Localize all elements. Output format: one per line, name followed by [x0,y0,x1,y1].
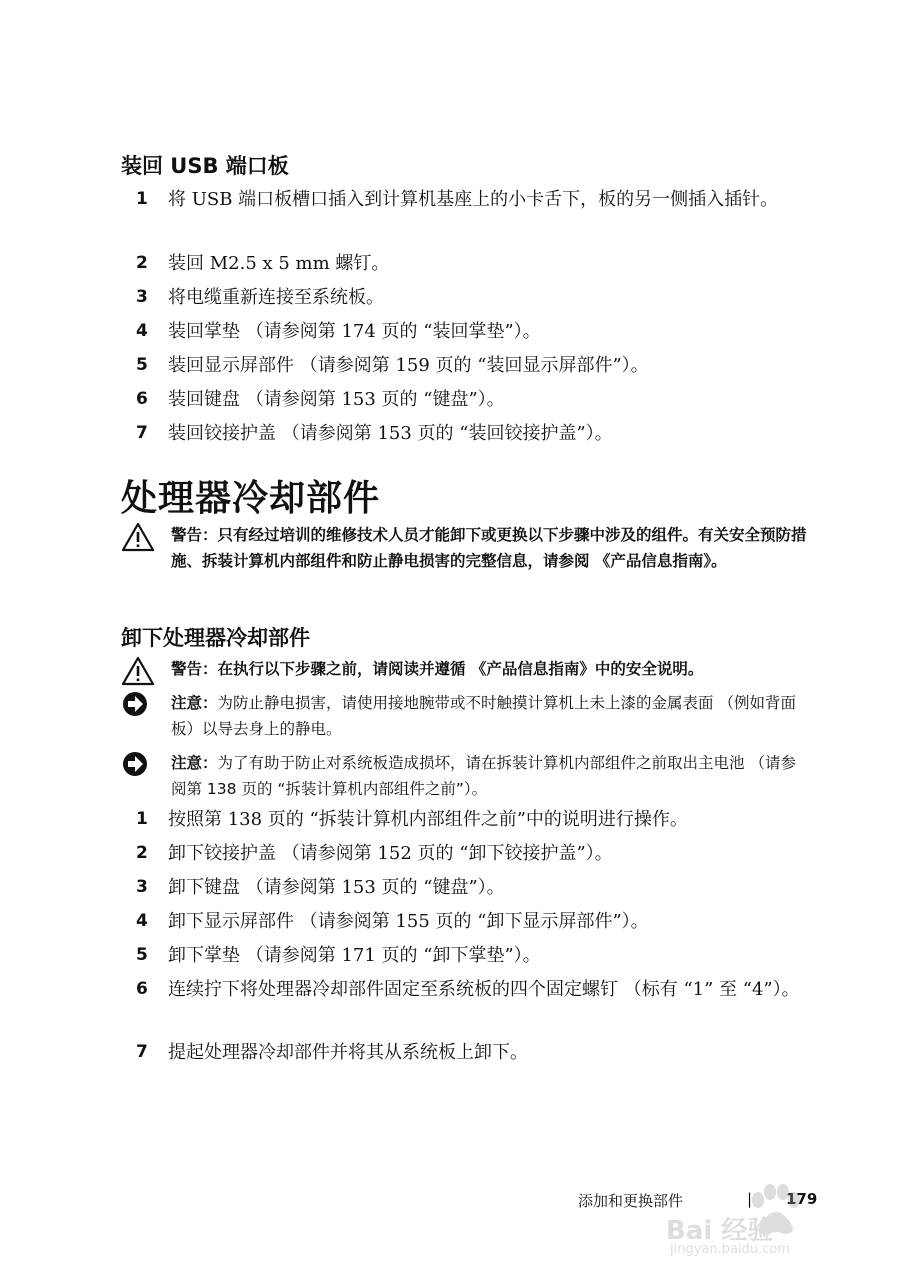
step-number: 7 [136,423,148,443]
step-text: 装回掌垫 （请参阅第 174 页的 “装回掌垫”）。 [168,321,541,342]
footer-section-title: 添加和更换部件 [578,1192,684,1210]
step-number: 6 [136,389,148,409]
notice-label: 注意： [171,754,218,772]
notice-text: 为防止静电损害，请使用接地腕带或不时触摸计算机上未上漆的金属表面 （例如背面板）以导去身上的静电。 [171,694,796,738]
step-text: 装回铰接护盖 （请参阅第 153 页的 “装回铰接护盖”）。 [168,423,613,444]
step-number: 3 [136,877,148,897]
step-number: 1 [136,189,148,209]
section-title-replace-usb-board: 装回 USB 端口板 [121,154,289,178]
step-text: 卸下掌垫 （请参阅第 171 页的 “卸下掌垫”）。 [168,945,541,966]
step-text: 提起处理器冷却部件并将其从系统板上卸下。 [168,1042,528,1063]
step-number: 3 [136,287,148,307]
notice-text: 为了有助于防止对系统板造成损坏，请在拆装计算机内部组件之前取出主电池 （请参阅第 138 页的 “拆装计算机内部组件之前”）。 [171,754,796,798]
step-text: 装回键盘 （请参阅第 153 页的 “键盘”）。 [168,389,505,410]
warning-triangle-icon [121,656,155,686]
section-title-remove-cooling: 卸下处理器冷却部件 [121,626,310,650]
step-text: 按照第 138 页的 “拆装计算机内部组件之前”中的说明进行操作。 [168,809,688,830]
watermark-url: jingyan.baidu.com [670,1242,790,1257]
step-text: 连续拧下将处理器冷却部件固定至系统板的四个固定螺钉 （标有 “1” 至 “4”）。 [168,979,800,1000]
watermark-text: Bai 经验 [666,1216,774,1246]
warning-triangle-icon [121,522,155,552]
page-number: 179 [786,1190,818,1208]
warning-text: 警告：只有经过培训的维修技术人员才能卸下或更换以下步骤中涉及的组件。有关安全预防措施、拆装计算机内部组件和防止静电损害的完整信息，请参阅 《产品信息指南》。 [171,526,807,570]
step-text: 将 USB 端口板槽口插入到计算机基座上的小卡舌下，板的另一侧插入插针。 [168,189,779,210]
step-number: 2 [136,253,148,273]
notice-arrow-icon [121,750,155,780]
step-text: 装回显示屏部件 （请参阅第 159 页的 “装回显示屏部件”）。 [168,355,649,376]
step-text: 卸下铰接护盖 （请参阅第 152 页的 “卸下铰接护盖”）。 [168,843,613,864]
baidu-watermark [666,1170,856,1260]
step-number: 4 [136,911,148,931]
step-number: 5 [136,355,148,375]
footer-separator: | [747,1190,753,1208]
step-number: 4 [136,321,148,341]
step-text: 将电缆重新连接至系统板。 [168,287,384,308]
notice-label: 注意： [171,694,218,712]
step-number: 2 [136,843,148,863]
step-number: 6 [136,979,148,999]
step-number: 5 [136,945,148,965]
step-number: 7 [136,1042,148,1062]
step-text: 卸下键盘 （请参阅第 153 页的 “键盘”）。 [168,877,505,898]
step-text: 卸下显示屏部件 （请参阅第 155 页的 “卸下显示屏部件”）。 [168,911,649,932]
step-text: 装回 M2.5 x 5 mm 螺钉。 [168,253,390,274]
warning-text: 警告：在执行以下步骤之前，请阅读并遵循 《产品信息指南》中的安全说明。 [171,660,704,678]
notice-arrow-icon [121,690,155,720]
step-number: 1 [136,809,148,829]
chapter-title: 处理器冷却部件 [121,478,381,519]
